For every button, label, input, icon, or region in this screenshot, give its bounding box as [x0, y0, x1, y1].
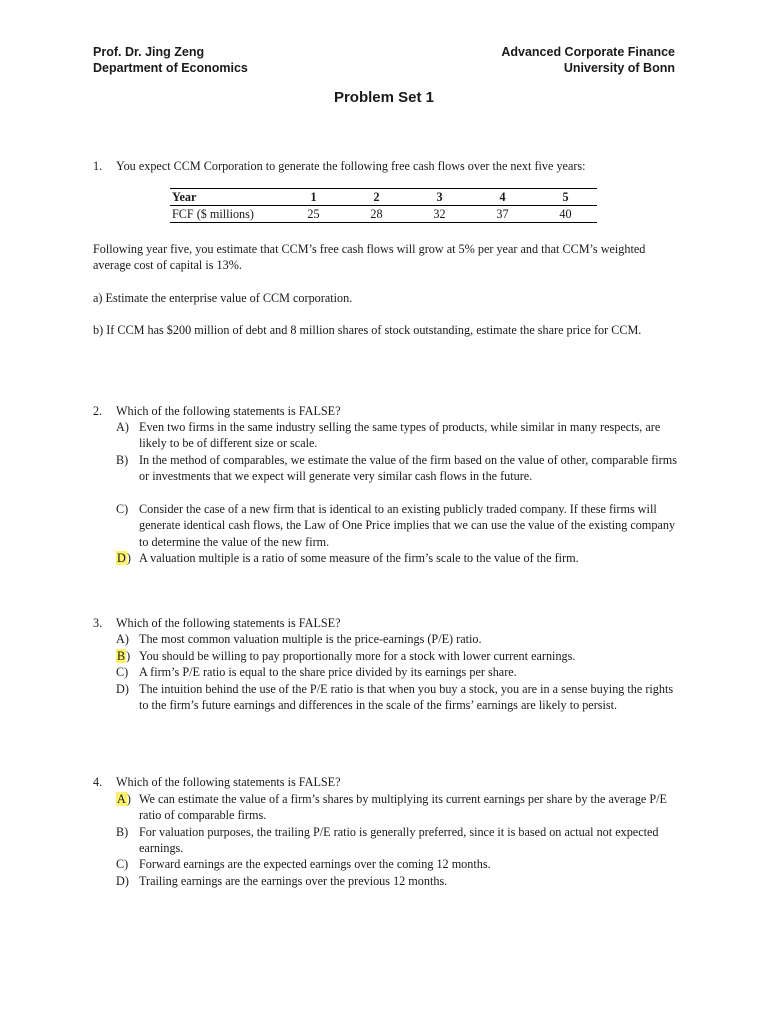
course-name: Advanced Corporate Finance [501, 45, 675, 59]
table-cell: 25 [282, 206, 345, 223]
q3-option-a: The most common valuation multiple is the price-earnings (P/E) ratio. [139, 632, 482, 646]
q2-option-c: Consider the case of a new firm that is identical to an existing publicly traded company. If these firms will generate identical cash flows, the Law of One Price implies that we can use the value of the existing company to determine the value of the new firm. [139, 502, 676, 549]
table-cell: 32 [408, 206, 471, 223]
q3-number: 3. [93, 616, 103, 630]
q2-option-b: In the method of comparables, we estimate the value of the firm based on the value of other, comparable firms or investments that we expect will generate very similar cash flows in the future. [139, 453, 677, 484]
table-header-cell: Year [170, 189, 282, 206]
q2-option-letter: C) [116, 502, 129, 516]
answer-highlight: D [117, 551, 126, 565]
page-title: Problem Set 1 [333, 89, 435, 106]
q1-part-b: b) If CCM has $200 million of debt and 8 million shares of stock outstanding, estimate the share price for CCM. [93, 323, 642, 337]
answer-highlight: B [117, 649, 126, 663]
q2-number: 2. [93, 404, 103, 418]
answer-highlight: A [117, 792, 126, 806]
table-cell: FCF ($ millions) [170, 206, 282, 223]
q4-option-a: We can estimate the value of a firm’s shares by multiplying its current earnings per share by the average P/E ratio of comparable firms. [139, 792, 667, 823]
table-cell: 28 [345, 206, 408, 223]
q3-option-letter: D) [116, 682, 129, 696]
table-cell: 40 [534, 206, 597, 223]
q2-option-letter: B) [116, 453, 129, 467]
q4-option-c: Forward earnings are the expected earnings over the coming 12 months. [139, 857, 491, 871]
table-header-cell: 3 [408, 189, 471, 206]
header-right [501, 44, 675, 76]
table-cell: 37 [471, 206, 534, 223]
q3-option-letter: B) [117, 649, 131, 663]
q4-option-letter: B) [116, 825, 129, 839]
q2-text: Which of the following statements is FALSE? [116, 404, 341, 418]
q4-option-letter: C) [116, 857, 129, 871]
q4-option-d: Trailing earnings are the earnings over the previous 12 months. [139, 874, 448, 888]
table-header-cell: 1 [282, 189, 345, 206]
q2-option-letter: A) [116, 420, 129, 434]
q3-option-b: You should be willing to pay proportionally more for a stock with lower current earnings. [139, 649, 576, 663]
fcf-table-row [170, 206, 597, 223]
table-header-cell: 2 [345, 189, 408, 206]
q2-option-letter: D) [117, 551, 131, 565]
fcf-table [170, 188, 597, 223]
author-name: Prof. Dr. Jing Zeng [93, 45, 205, 59]
q4-option-letter: D) [116, 874, 129, 888]
university: University of Bonn [563, 61, 675, 75]
q1-number: 1. [93, 159, 103, 173]
department: Department of Economics [93, 61, 248, 75]
q4-option-b: For valuation purposes, the trailing P/E ratio is generally preferred, since it is based on actual not expected earnings. [139, 825, 659, 856]
q1-text: You expect CCM Corporation to generate the following free cash flows over the next five years: [116, 159, 586, 173]
q3-option-d: The intuition behind the use of the P/E ratio is that when you buy a stock, you are in a sense buying the rights to the firm’s future earnings and differences in the scale of the firms’ earnings are likely to persist. [139, 682, 674, 713]
table-header-cell: 5 [534, 189, 597, 206]
q4-number: 4. [93, 775, 103, 789]
q2-option-d: A valuation multiple is a ratio of some measure of the firm’s scale to the value of the firm. [139, 551, 579, 565]
q4-text: Which of the following statements is FALSE? [116, 775, 341, 789]
q1-paragraph: Following year five, you estimate that CCM’s free cash flows will grow at 5% per year and that CCM’s weighted average cost of capital is 13%. [93, 242, 646, 273]
q3-text: Which of the following statements is FALSE? [116, 616, 341, 630]
q1-part-a: a) Estimate the enterprise value of CCM corporation. [93, 291, 353, 305]
q3-option-letter: C) [116, 665, 129, 679]
q3-option-c: A firm’s P/E ratio is equal to the share price divided by its earnings per share. [139, 665, 517, 679]
q2-option-a: Even two firms in the same industry selling the same types of products, while similar in many respects, are likely to be of different size or scale. [139, 420, 661, 451]
q3-option-letter: A) [116, 632, 129, 646]
table-header-cell: 4 [471, 189, 534, 206]
fcf-table-header-row [170, 189, 597, 206]
q4-option-letter: A) [117, 792, 131, 806]
header-left [93, 44, 248, 76]
